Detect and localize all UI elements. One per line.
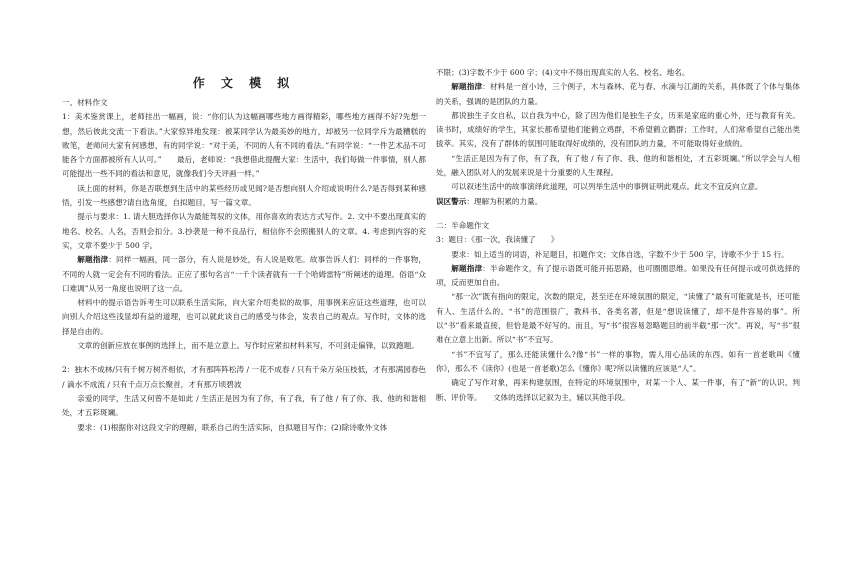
- paragraph: 亲爱的同学，生活又何曾不是如此 / 生活正是因为有了你，有了我，有了他 / 有了你、我、他的和谐相处，才五彩斑斓。: [62, 393, 426, 418]
- page-title: 作 文 模 拟: [192, 76, 296, 90]
- warning-label: 误区警示: [436, 196, 467, 206]
- paragraph: 要求：如上适当的词语，补足题目，扣题作文；文体自选，字数不少于 500 字，诗歌不少于 15 行。: [451, 249, 789, 259]
- paragraph: 1：美术鉴赏课上，老师挂出一幅画，说：“你们认为这幅画哪些地方画得精彩，哪些地方画得不好?先想一想，然后彼此交流一下看法。”大家惊异地发现：被某同学认为最美妙的地方，却被另一位同学斥为最糟糕的败笔，老师问大家有何感想，有的同学说：“对于美，不同的人有不同的看法。”有同学说：“一件艺术品不可能各个方面都被所有人认可。” 最后，老师说：“我想借此提醒大家：生活中，我们每做一件事情，别人都可能提出一些不同的看法和意见，就像我们今天评画一样。”: [62, 112, 426, 179]
- paragraph: 确定了写作对象，再来构建氛围，在特定的环境氛围中，对某一个人、某一件事，有了“新”的认识、判断、评价等。 文体的选择以记叙为主，辅以其他手段。: [436, 378, 800, 402]
- guide-text: ：材料是一首小诗，三个例子，木与森林、花与春、水滴与江湖的关系，具体既了个体与集体的关系，强调的是团队的力量。: [436, 82, 801, 106]
- warning-paragraph: [436, 195, 800, 209]
- guide-text: ：同样一幅画，同一部分，有人说是妙处，有人说是败笔。故事告诉人们：同样的一件事物，不同的人就一定会有不同的看法。正应了那句名言“一千个读者就有一千个哈姆雷特”所阐述的道理。俗语“众口难调”从另一角度也说明了这一点。: [62, 255, 427, 293]
- paragraph: 3：题目：《那一次，我读懂了 》: [436, 235, 559, 245]
- guide-paragraph: [62, 253, 426, 296]
- paragraph: 2：独木不成林/只有千树万树齐相依，才有那阵阵松涛 / 一花不成春 / 只有千朵万朵压枝低，才有那满园春色 / 滴水不成流 / 只有千点万点长聚首，才有那万顷碧波: [62, 365, 426, 389]
- guide-paragraph: [436, 262, 800, 291]
- paragraph: “书”不宜写了，那么还能读懂什么?像“书”一样的事物，需人用心品读的东西。如有一首老歌叫《懂你》，那么不《读你》(也是一首老歌)怎么《懂你》呢?所以读懂的应该是“人”。: [436, 349, 800, 373]
- right-column: [436, 66, 800, 405]
- paragraph: “生活正是因为有了你，有了我，有了他 / 有了你、我、他的和谐相处，才五彩斑斓。”所以学会与人相处，融入团队对人的发展来说是十分重要的人生课程。: [436, 153, 800, 178]
- paragraph: 材料中的提示语告诉考生可以联系生活实际，向大家介绍类似的故事，用事例来应证这些道理，也可以向别人介绍这些浅显却有益的道理，也可以就此谈自己的感受与体会，发表自己的观点。写作时，文体的选择是自由的。: [62, 298, 426, 336]
- guide-label: 解题指津: [77, 255, 109, 265]
- section-heading-material: 一、材料作文: [62, 98, 108, 107]
- section-heading-half-title: 二：半命题作文: [436, 220, 490, 230]
- paragraph: “那一次”既有指向的限定，次数的限定，甚至还在环境氛围的限定，“读懂了”最有可能就是书，还可能有人、生活什么的。“书”的范围很广，教科书、各类名著，但是“想说读懂了，却不是件容易的事”。所以“书”看来最直接，但恰是最不好写的。而且，写“书”很容易忽略题目的前半截“那一次”。再说，写“书”很难在立意上出新。所以“书”不宜写。: [436, 292, 800, 345]
- paragraph: 要求：(1)根据你对这段文字的理解，联系自己的生活实际，自拟题目写作；(2)除诗歌外文体: [77, 422, 388, 432]
- left-column: [62, 96, 426, 435]
- paragraph: 都说独生子女自私，以自我为中心，除了因为他们是独生子女，历来是家庭的重心外，还与教育有关。读书时，成绩好的学生，其家长都希望他们能鹤立鸡群，不希望鹤立鹳群；工作时，人们常希望自己能出类拔萃。其实，没有了群体的氛围可能取得好成绩的，没有团队的力量，不可能取得好业绩的。: [436, 110, 800, 149]
- guide-paragraph: [436, 80, 800, 109]
- paragraph: 读上面的材料，你是否联想到生活中的某些经历或见闻?是否想向别人介绍或说明什么?是否得到某种感悟，引发一些感想?请自选角度，自拟题目，写一篇文章。: [62, 183, 426, 208]
- paragraph: 不限；(3)字数不少于 600 字；(4)文中不得出现真实的人名、校名、地名。: [436, 68, 690, 77]
- guide-label: 解题指津: [451, 82, 483, 92]
- paragraph: 可以叙述生活中的故事演绎此道理，可以列举生活中的事例证明此观点。此文不宜反向立意。: [451, 182, 763, 192]
- paragraph: 文章的创新应放在事例的选择上，而不是立意上。写作时应紧扣材料来写，不可剑走偏锋，以致跑题。: [77, 341, 419, 351]
- warning-text: ：理解为积累的力量。: [466, 196, 543, 206]
- paragraph: 提示与要求：1. 请大胆选择你认为最能驾驭的文体，用你喜欢的表达方式写作。2. 文中不要出现真实的地名、校名、人名，否则会扣分。3.抄袭是一种不良品行，相信你不会照搬别人的文章。4. 考虑到内容的充实，文章不要少于 500 字。: [62, 212, 426, 250]
- guide-label: 解题指津: [451, 263, 483, 273]
- guide-text: ：半命题作文，有了提示语既可能开拓思路，也可圈圈思维。如果没有任何提示或可供选择的项，反而更加自由。: [436, 263, 801, 288]
